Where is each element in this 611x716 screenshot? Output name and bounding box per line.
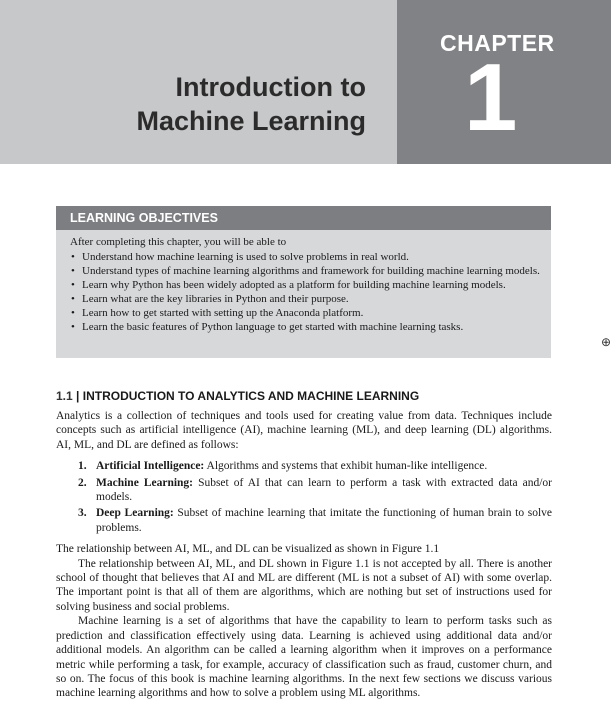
paragraph-machine-learning: Machine learning is a set of algorithms that have the capability to learn to perform tasks such as prediction and classification effectively using data. Learning is achieved using additional data and/or additional models. An algorithm can be called a learning algorithm when it improves on a performance metric while performing a task, for example, accuracy of classification such as fraud, customer churn, and so on. The focus of this book is machine learning algorithms. In the next few sections we discuss various machine learning algorithms and how to solve a problem using ML algorithms. — [56, 615, 552, 700]
learning-objectives-list — [56, 251, 551, 334]
definition-number: 3. — [78, 507, 87, 520]
paragraph-analytics: Analytics is a collection of techniques and tools used for creating value from data. Techniques include concepts such as artificial intelligence (AI), machine learning (ML), and deep learning (DL) algorithms. AI, ML, and DL are defined as follows: — [56, 410, 552, 451]
chapter-title-line-1: Introduction to — [175, 72, 366, 102]
learning-objectives-box — [56, 206, 551, 358]
chapter-label: CHAPTER — [440, 30, 555, 56]
paragraph-school-of-thought: The relationship between AI, ML, and DL shown in Figure 1.1 is not accepted by all. There is another school of thought that believes that AI and ML are different (ML is not a subset of AI) with some overlap. The important point is that all of them are algorithms, which are nothing but set of instructions used for solving business and social problems. — [56, 557, 552, 613]
section-title: INTRODUCTION TO ANALYTICS AND MACHINE LEARNING — [82, 389, 420, 403]
definition-text: Subset of machine learning that imitate the functioning of human brain to solve problems. — [96, 507, 553, 534]
section-separator: | — [76, 389, 80, 403]
list-item: • Learn why Python has been widely adopted as a platform for building machine learning models. — [70, 279, 541, 292]
list-item: • Learn what are the key libraries in Python and their purpose. — [70, 293, 541, 306]
section-heading — [56, 389, 419, 403]
definition-text: Subset of AI that can learn to perform a task with extracted data and/or models. — [96, 476, 553, 504]
definition-term: Machine Learning: — [96, 476, 194, 489]
paragraph-relationship: The relationship between AI, ML, and DL can be visualized as shown in Figure 1.1 — [56, 543, 440, 556]
definition-term: Artificial Intelligence: — [96, 460, 205, 473]
definition-term: Deep Learning: — [96, 507, 174, 520]
list-item — [56, 506, 552, 535]
definition-text: Algorithms and systems that exhibit human-like intelligence. — [206, 460, 488, 473]
list-item: • Understand how machine learning is used to solve problems in real world. — [70, 251, 541, 264]
chapter-title — [136, 70, 366, 138]
definition-number: 1. — [78, 460, 87, 473]
chapter-title-line-2: Machine Learning — [136, 106, 366, 136]
learning-objectives-heading: LEARNING OBJECTIVES — [56, 206, 551, 230]
list-item — [56, 476, 552, 505]
section-number: 1.1 — [56, 389, 73, 403]
list-item: • Learn how to get started with setting up the Anaconda platform. — [70, 307, 541, 320]
definitions-list — [56, 459, 552, 535]
list-item — [56, 459, 552, 473]
list-item: • Learn the basic features of Python language to get started with machine learning tasks. — [70, 321, 541, 334]
section-body — [56, 409, 552, 701]
registration-mark-icon: ⊕ — [601, 335, 611, 349]
learning-objectives-intro: After completing this chapter, you will be able to — [70, 236, 287, 248]
definition-number: 2. — [78, 476, 87, 489]
chapter-number: 1 — [464, 44, 518, 151]
list-item: • Understand types of machine learning algorithms and framework for building machine learning models. — [70, 265, 541, 278]
